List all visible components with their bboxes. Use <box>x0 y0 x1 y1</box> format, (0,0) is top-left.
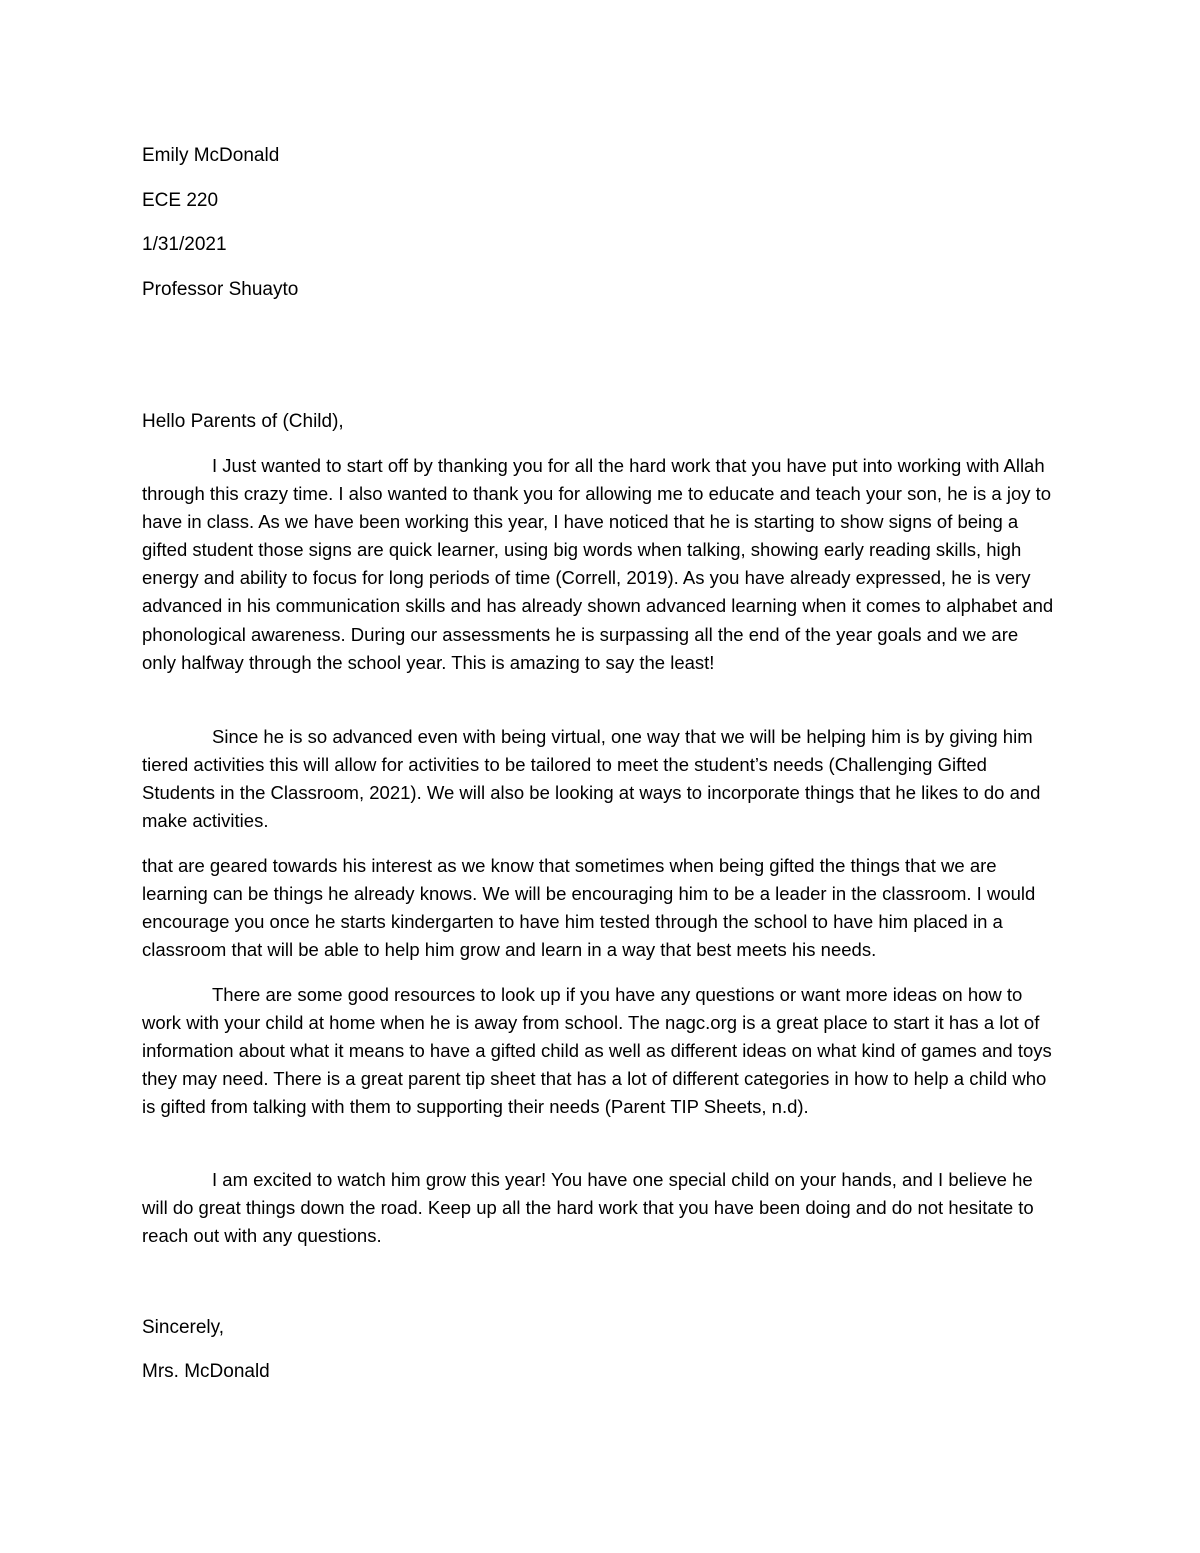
course-code: ECE 220 <box>142 190 219 211</box>
paragraph-5: I am excited to watch him grow this year! You have one special child on your hands, and I believe he will do great things down the road. Keep up all the hard work that you have been doing and do not hesitate to reach out with any questions. <box>142 1169 1034 1247</box>
signature: Mrs. McDonald <box>142 1361 270 1382</box>
paragraph-4: There are some good resources to look up if you have any questions or want more ideas on how to work with your child at home when he is away from school. The nagc.org is a great place to start it has a lot of information about what it means to have a gifted child as well as different ideas on what kind of games and toys they may need. There is a great parent tip sheet that has a lot of different categories in how to help a child who is gifted from talking with them to supporting their needs (Parent TIP Sheets, n.d). <box>142 984 1052 1118</box>
paragraph-1: I Just wanted to start off by thanking you for all the hard work that you have put into working with Allah through this crazy time. I also wanted to thank you for allowing me to educate and teach your son, he is a joy to have in class. As we have been working this year, I have noticed that he is starting to show signs of being a gifted student those signs are quick learner, using big words when talking, showing early reading skills, high energy and ability to focus for long periods of time (Correll, 2019). As you have already expressed, he is very advanced in his communication skills and has already shown advanced learning when it comes to alphabet and phonological awareness. During our assessments he is surpassing all the end of the year goals and we are only halfway through the school year. This is amazing to say the least! <box>142 455 1054 673</box>
date: 1/31/2021 <box>142 234 227 255</box>
paragraph-2: Since he is so advanced even with being virtual, one way that we will be helping him is by giving him tiered activities this will allow for activities to be tailored to meet the student’s needs (Challenging Gifted Students in the Classroom, 2021). We will also be looking at ways to incorporate things that he likes to do and make activities. <box>142 726 1041 832</box>
letter-closing: Sincerely, <box>142 1317 225 1338</box>
paragraph-3: that are geared towards his interest as we know that sometimes when being gifted the things that we are learning can be things he already knows. We will be encouraging him to be a leader in the classroom. I would encourage you once he starts kindergarten to have him tested through the school to have him placed in a classroom that will be able to help him grow and learn in a way that best meets his needs. <box>142 855 1036 961</box>
professor-name: Professor Shuayto <box>142 279 299 300</box>
letter-greeting: Hello Parents of (Child), <box>142 411 344 432</box>
author-name: Emily McDonald <box>142 145 280 166</box>
